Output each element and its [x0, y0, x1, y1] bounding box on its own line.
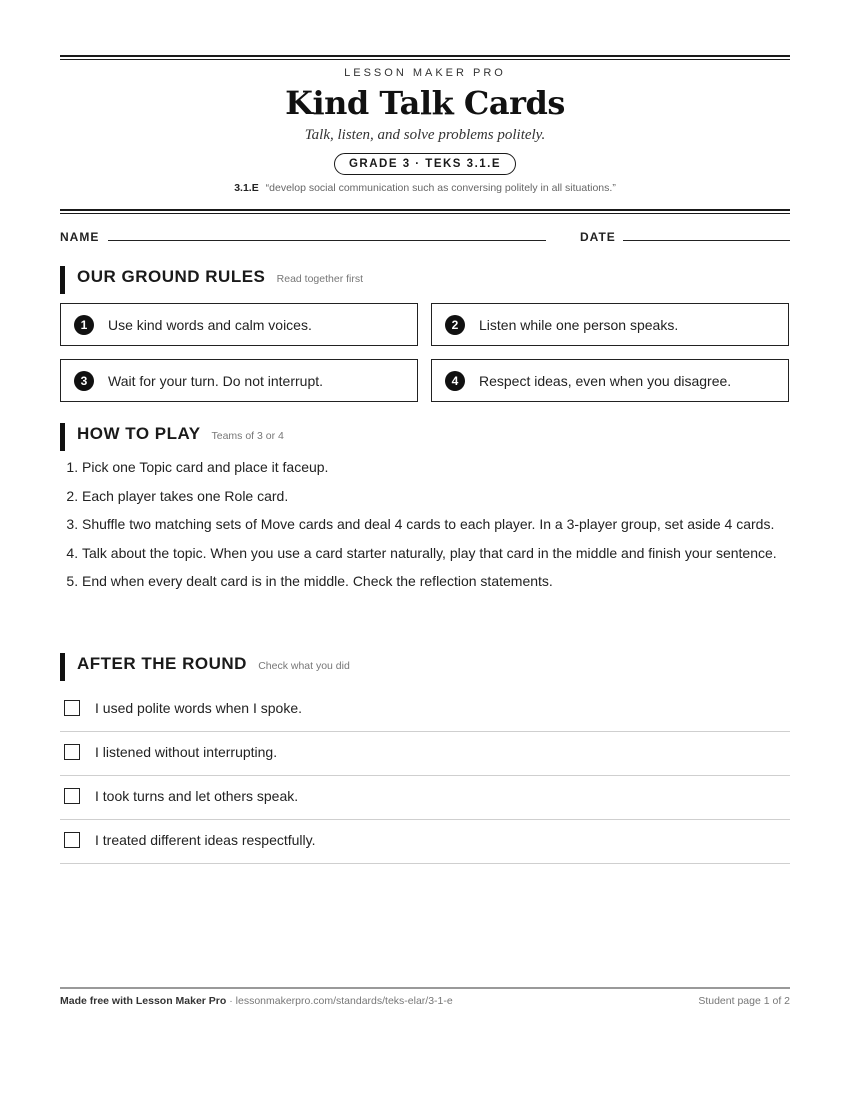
- rule-number-badge: 4: [445, 371, 465, 391]
- header-bottom-rule: [60, 209, 790, 214]
- reflection-text: I treated different ideas respectfully.: [95, 832, 316, 848]
- after-round-subtitle: Check what you did: [258, 660, 350, 672]
- ground-rule-card: [60, 303, 418, 346]
- reflection-text: I listened without interrupting.: [95, 744, 278, 760]
- steps-list: [60, 457, 790, 600]
- worksheet-page: [60, 0, 790, 1100]
- top-double-rule: [60, 55, 790, 60]
- ground-rules-subtitle: Read together first: [276, 273, 364, 285]
- reflection-checkbox[interactable]: [64, 744, 80, 760]
- rule-text: Wait for your turn. Do not interrupt.: [108, 372, 324, 389]
- how-to-play-heading: [60, 423, 284, 451]
- page-subtitle: Talk, listen, and solve problems politely.: [304, 127, 546, 143]
- step-item: 3. Shuffle two matching sets of Move cards and deal 4 cards to each player. In a 3-player group, set aside 4 cards.: [82, 514, 790, 534]
- footer-rule: [60, 987, 790, 989]
- reflection-text: I used polite words when I spoke.: [95, 700, 303, 716]
- step-item: 2. Each player takes one Role card.: [82, 486, 790, 506]
- date-field[interactable]: [623, 240, 790, 241]
- footer-made-with: Made free with Lesson Maker Pro: [60, 995, 227, 1007]
- standard-code: 3.1.E: [234, 182, 259, 194]
- grade-badge-wrap: [60, 153, 790, 175]
- how-to-play-subtitle: Teams of 3 or 4: [211, 430, 284, 442]
- brand-label: LESSON MAKER PRO: [344, 67, 506, 79]
- grade-badge: GRADE 3 · TEKS 3.1.E: [334, 153, 516, 175]
- name-field[interactable]: [108, 240, 546, 241]
- footer-page-number: Student page 1 of 2: [698, 995, 790, 1007]
- reflection-checkbox[interactable]: [64, 700, 80, 716]
- rule-number-badge: 2: [445, 315, 465, 335]
- reflection-item: [60, 776, 790, 820]
- step-item: 5. End when every dealt card is in the middle. Check the reflection statements.: [82, 571, 790, 591]
- name-label: NAME: [60, 230, 100, 244]
- ground-rule-card: [60, 359, 418, 402]
- step-item: 1. Pick one Topic card and place it faceup.: [82, 457, 790, 477]
- rule-text: Use kind words and calm voices.: [108, 316, 312, 333]
- footer-credit: [60, 995, 453, 1007]
- ground-rules-title: OUR GROUND RULES: [77, 267, 266, 286]
- after-round-title: AFTER THE ROUND: [77, 654, 247, 673]
- page-title: Kind Talk Cards: [285, 84, 565, 122]
- reflection-item: [60, 688, 790, 732]
- standard-line: [60, 182, 790, 194]
- reflection-item: [60, 732, 790, 776]
- after-round-heading: [60, 653, 350, 681]
- reflection-checkbox[interactable]: [64, 788, 80, 804]
- rule-number-badge: 1: [74, 315, 94, 335]
- reflection-text: I took turns and let others speak.: [95, 788, 299, 804]
- standard-text: “develop social communication such as conversing politely in all situations.”: [265, 182, 616, 194]
- date-label: DATE: [580, 230, 616, 244]
- ground-rules-heading: [60, 266, 364, 294]
- rule-text: Respect ideas, even when you disagree.: [479, 372, 732, 389]
- ground-rule-card: [431, 359, 789, 402]
- rule-text: Listen while one person speaks.: [479, 316, 679, 333]
- reflection-checkbox[interactable]: [64, 832, 80, 848]
- ground-rule-card: [431, 303, 789, 346]
- rule-number-badge: 3: [74, 371, 94, 391]
- step-item: 4. Talk about the topic. When you use a card starter naturally, play that card in the middle and finish your sentence.: [82, 543, 790, 563]
- footer-url[interactable]: · lessonmakerpro.com/standards/teks-elar/3-1-e: [226, 995, 453, 1007]
- reflection-item: [60, 820, 790, 864]
- how-to-play-title: HOW TO PLAY: [77, 424, 201, 443]
